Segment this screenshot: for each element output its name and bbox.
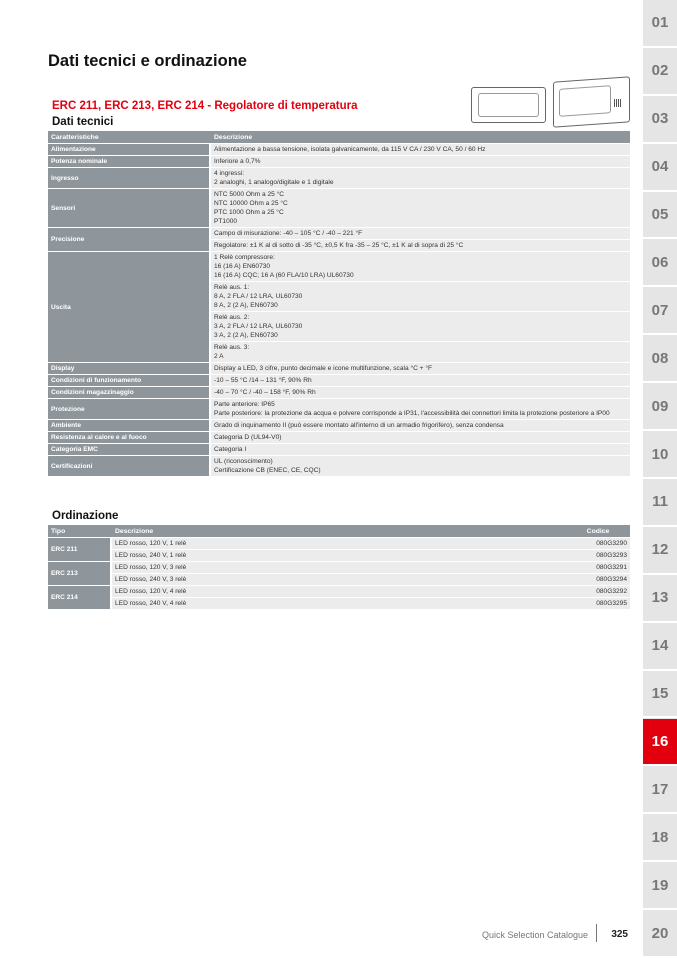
order-code: 080G3294 bbox=[566, 574, 630, 585]
chapter-tab-19[interactable]: 19 bbox=[643, 862, 677, 910]
value-line: Parte anteriore: IP65 bbox=[214, 401, 275, 408]
row-label: Ingresso bbox=[48, 168, 211, 188]
tech-data-table bbox=[48, 130, 630, 477]
row-value bbox=[211, 156, 630, 167]
value-line: Alimentazione a bassa tensione, isolata galvanicamente, da 115 V CA / 230 V CA, 50 / 60 Hz bbox=[214, 146, 486, 153]
value-line: 2 A bbox=[214, 353, 224, 360]
row-value bbox=[211, 444, 630, 455]
table-row bbox=[48, 387, 630, 398]
row-label: Condizioni di funzionamento bbox=[48, 375, 211, 386]
tech-section-title: Dati tecnici bbox=[52, 116, 114, 128]
chapter-tab-13[interactable]: 13 bbox=[643, 575, 677, 623]
order-description: LED rosso, 120 V, 1 relè bbox=[112, 538, 566, 549]
chapter-tab-02[interactable]: 02 bbox=[643, 48, 677, 96]
value-line: 3 A, 2 FLA / 12 LRA, UL60730 bbox=[214, 323, 303, 330]
row-value bbox=[211, 375, 630, 386]
row-value bbox=[211, 342, 630, 362]
row-value bbox=[211, 420, 630, 431]
row-value bbox=[211, 312, 630, 341]
order-description: LED rosso, 120 V, 4 relè bbox=[112, 586, 566, 597]
footer-separator bbox=[596, 924, 597, 942]
page-title: Dati tecnici e ordinazione bbox=[48, 52, 247, 70]
row-value bbox=[211, 387, 630, 398]
chapter-tab-11[interactable]: 11 bbox=[643, 479, 677, 527]
order-description: LED rosso, 120 V, 3 relè bbox=[112, 562, 566, 573]
value-line: -40 – 70 °C / -40 – 158 °F, 90% Rh bbox=[214, 389, 316, 396]
value-line: 8 A, 2 (2 A), EN60730 bbox=[214, 302, 278, 309]
row-label: Alimentazione bbox=[48, 144, 211, 155]
value-line: Inferiore a 0,7% bbox=[214, 158, 261, 165]
row-label: Ambiente bbox=[48, 420, 211, 431]
value-line: PTC 1000 Ohm a 25 °C bbox=[214, 209, 284, 216]
table-row bbox=[48, 562, 630, 573]
row-value bbox=[211, 252, 630, 281]
chapter-tab-01[interactable]: 01 bbox=[643, 0, 677, 48]
col-header-description: Descrizione bbox=[211, 131, 630, 143]
value-line: UL (riconoscimento) bbox=[214, 458, 273, 465]
row-label: Categoria EMC bbox=[48, 444, 211, 455]
value-line: PT1000 bbox=[214, 218, 238, 225]
row-label: Precisione bbox=[48, 228, 211, 251]
chapter-tab-18[interactable]: 18 bbox=[643, 814, 677, 862]
col-header-feature: Caratteristiche bbox=[48, 131, 211, 143]
table-row bbox=[48, 252, 630, 281]
row-label: Certificazioni bbox=[48, 456, 211, 476]
row-label: Sensori bbox=[48, 189, 211, 227]
chapter-tab-15[interactable]: 15 bbox=[643, 671, 677, 719]
col-header-type: Tipo bbox=[48, 525, 112, 537]
order-type: ERC 213 bbox=[48, 562, 112, 585]
value-line: Categoria D (UL94-V0) bbox=[214, 434, 282, 441]
value-line: 3 A, 2 (2 A), EN60730 bbox=[214, 332, 278, 339]
table-row bbox=[48, 586, 630, 597]
row-label: Uscita bbox=[48, 252, 211, 362]
col-header-code: Codice bbox=[566, 525, 630, 537]
value-line: 2 analoghi, 1 analogo/digitale e 1 digitale bbox=[214, 179, 334, 186]
table-row bbox=[48, 432, 630, 443]
order-description: LED rosso, 240 V, 1 relè bbox=[112, 550, 566, 561]
order-section-title: Ordinazione bbox=[52, 510, 119, 522]
product-title: ERC 211, ERC 213, ERC 214 - Regolatore di temperatura bbox=[52, 100, 358, 112]
value-line: Campo di misurazione: -40 – 105 °C / -40 – 221 °F bbox=[214, 230, 363, 237]
table-row bbox=[48, 363, 630, 374]
value-line: 8 A, 2 FLA / 12 LRA, UL60730 bbox=[214, 293, 303, 300]
chapter-tabs bbox=[643, 0, 677, 958]
chapter-tab-09[interactable]: 09 bbox=[643, 383, 677, 431]
row-value bbox=[211, 432, 630, 443]
value-line: Regolatore: ±1 K al di sotto di -35 °C, ±0,5 K fra -35 – 25 °C, ±1 K al di sopra di 25 °C bbox=[214, 242, 464, 249]
row-value bbox=[211, 282, 630, 311]
order-type: ERC 211 bbox=[48, 538, 112, 561]
order-description: LED rosso, 240 V, 3 relè bbox=[112, 574, 566, 585]
chapter-tab-05[interactable]: 05 bbox=[643, 192, 677, 240]
table-row bbox=[48, 144, 630, 155]
order-type: ERC 214 bbox=[48, 586, 112, 609]
chapter-tab-17[interactable]: 17 bbox=[643, 766, 677, 814]
value-line: 1 Relè compressore: bbox=[214, 254, 275, 261]
table-row bbox=[48, 550, 630, 561]
order-code: 080G3292 bbox=[566, 586, 630, 597]
value-line: Relè aus. 1: bbox=[214, 284, 250, 291]
value-line: Parte posteriore: la protezione da acqua e polvere corrisponde a IP31, l'accessibilità dei connettori limita la protezione posteriore a IP00 bbox=[214, 410, 610, 417]
table-row bbox=[48, 189, 630, 227]
row-value bbox=[211, 363, 630, 374]
table-row bbox=[48, 168, 630, 188]
row-value bbox=[211, 456, 630, 476]
row-label: Potenza nominale bbox=[48, 156, 211, 167]
row-label: Display bbox=[48, 363, 211, 374]
row-label: Resistenza al calore e al fuoco bbox=[48, 432, 211, 443]
page-number: 325 bbox=[611, 929, 628, 940]
chapter-tab-03[interactable]: 03 bbox=[643, 96, 677, 144]
value-line: -10 – 55 °C /14 – 131 °F, 90% Rh bbox=[214, 377, 312, 384]
chapter-tab-20[interactable]: 20 bbox=[643, 910, 677, 958]
order-description: LED rosso, 240 V, 4 relè bbox=[112, 598, 566, 609]
value-line: Relè aus. 3: bbox=[214, 344, 250, 351]
row-label: Condizioni magazzinaggio bbox=[48, 387, 211, 398]
table-row bbox=[48, 375, 630, 386]
order-code: 080G3291 bbox=[566, 562, 630, 573]
col-header-description: Descrizione bbox=[112, 525, 566, 537]
value-line: NTC 5000 Ohm a 25 °C bbox=[214, 191, 285, 198]
value-line: Display a LED, 3 cifre, punto decimale e icone multifunzione, scala °C + °F bbox=[214, 365, 433, 372]
row-value bbox=[211, 168, 630, 188]
chapter-tab-07[interactable]: 07 bbox=[643, 287, 677, 335]
chapter-tab-08[interactable]: 08 bbox=[643, 335, 677, 383]
order-code: 080G3290 bbox=[566, 538, 630, 549]
row-value bbox=[211, 189, 630, 227]
chapter-tab-04[interactable]: 04 bbox=[643, 144, 677, 192]
order-code: 080G3295 bbox=[566, 598, 630, 609]
table-row bbox=[48, 444, 630, 455]
row-value bbox=[211, 240, 630, 251]
chapter-tab-10[interactable]: 10 bbox=[643, 431, 677, 479]
table-row bbox=[48, 456, 630, 476]
row-label: Protezione bbox=[48, 399, 211, 419]
chapter-tab-12[interactable]: 12 bbox=[643, 527, 677, 575]
chapter-tab-06[interactable]: 06 bbox=[643, 240, 677, 288]
table-row bbox=[48, 538, 630, 549]
value-line: 4 ingressi: bbox=[214, 170, 245, 177]
footer bbox=[430, 929, 630, 943]
table-row bbox=[48, 574, 630, 585]
table-row bbox=[48, 156, 630, 167]
value-line: Categoria I bbox=[214, 446, 247, 453]
value-line: Certificazione CB (ENEC, CE, CQC) bbox=[214, 467, 321, 474]
row-value bbox=[211, 144, 630, 155]
row-value bbox=[211, 399, 630, 419]
footer-text: Quick Selection Catalogue bbox=[481, 930, 588, 940]
table-row bbox=[48, 228, 630, 239]
value-line: Grado di inquinamento II (può essere montato all'interno di un armadio frigorifero), senza condensa bbox=[214, 422, 504, 429]
table-row bbox=[48, 399, 630, 419]
chapter-tab-16[interactable]: 16 bbox=[643, 719, 677, 767]
chapter-tab-14[interactable]: 14 bbox=[643, 623, 677, 671]
value-line: 16 (16 A) EN60730 bbox=[214, 263, 271, 270]
order-code: 080G3293 bbox=[566, 550, 630, 561]
value-line: Relè aus. 2: bbox=[214, 314, 250, 321]
order-table bbox=[48, 524, 630, 610]
row-value bbox=[211, 228, 630, 239]
table-row bbox=[48, 420, 630, 431]
value-line: NTC 10000 Ohm a 25 °C bbox=[214, 200, 288, 207]
value-line: 16 (16 A) CQC; 16 A (60 FLA/10 LRA) UL60730 bbox=[214, 272, 354, 279]
table-row bbox=[48, 598, 630, 609]
